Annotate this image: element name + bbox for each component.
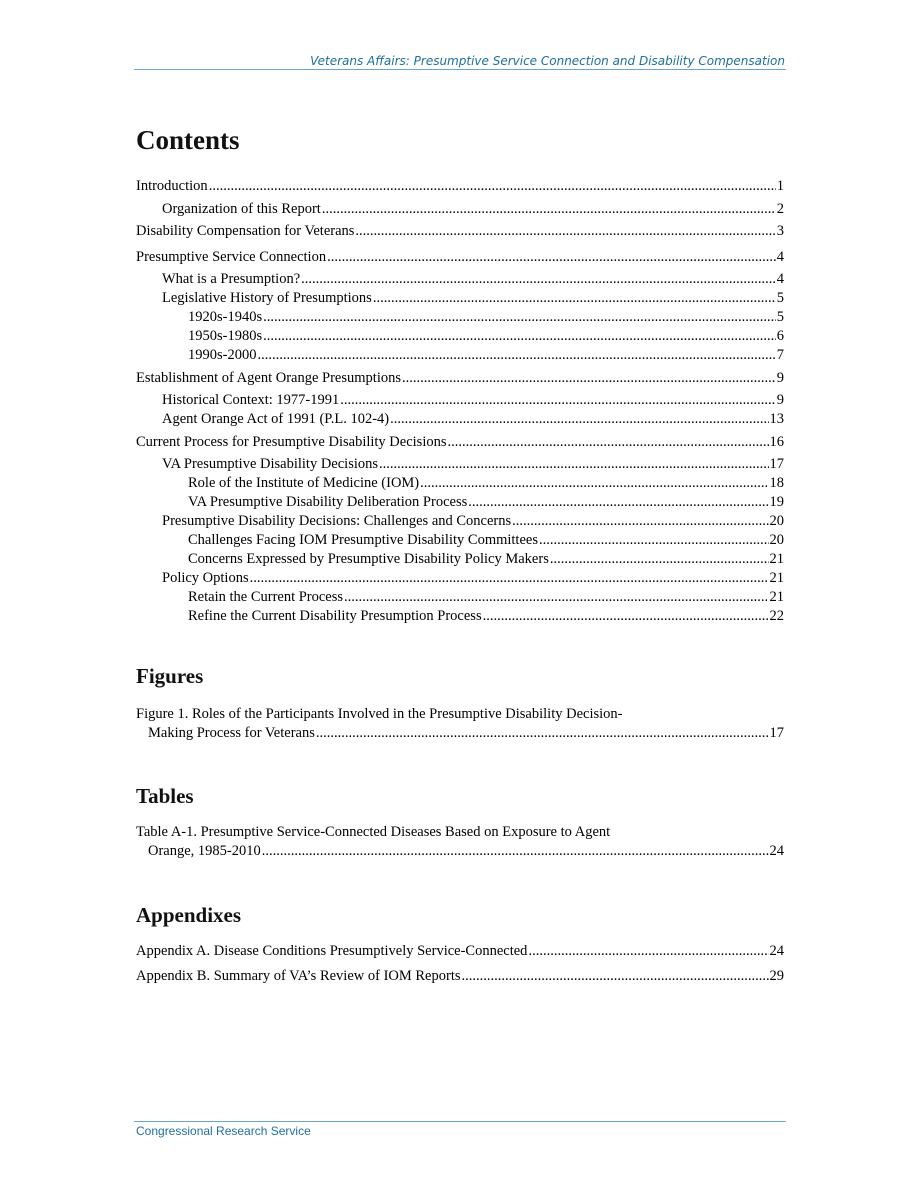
- dot-leader: [483, 607, 769, 626]
- dot-leader: [390, 410, 768, 429]
- toc-label: Appendix B. Summary of VA’s Review of IOM Reports: [136, 968, 461, 984]
- toc-page-number: 5: [776, 290, 784, 306]
- tables-title: Tables: [136, 784, 194, 808]
- toc-label: Role of the Institute of Medicine (IOM): [188, 475, 420, 491]
- toc-entry-challenges-iom[interactable]: [188, 531, 784, 550]
- figure-entry-line2: [136, 724, 784, 743]
- toc-entry-1950s-1980s[interactable]: [188, 327, 784, 346]
- dot-leader: [263, 308, 776, 327]
- toc-label: 1950s-1980s: [188, 328, 263, 344]
- dot-leader: [468, 493, 768, 512]
- toc-entry-introduction[interactable]: [136, 177, 784, 196]
- toc-page-number: 16: [769, 434, 784, 450]
- toc-entry-historical-context[interactable]: [162, 391, 784, 410]
- toc-entry-retain-process[interactable]: [188, 588, 784, 607]
- dot-leader: [420, 474, 768, 493]
- toc-page-number: 20: [769, 532, 784, 548]
- dot-leader: [263, 327, 776, 346]
- toc-page-number: 9: [776, 392, 784, 408]
- running-header: Veterans Affairs: Presumptive Service Connection and Disability Compensation: [310, 54, 785, 68]
- dot-leader: [528, 942, 768, 961]
- toc-entry-va-decisions[interactable]: [162, 455, 784, 474]
- toc-entry-deliberation-process[interactable]: [188, 493, 784, 512]
- toc-label: Policy Options: [162, 570, 249, 586]
- toc-label: Challenges Facing IOM Presumptive Disability Committees: [188, 532, 538, 548]
- table-entry-line1: Table A-1. Presumptive Service-Connected Diseases Based on Exposure to Agent: [136, 824, 611, 840]
- toc-page-number: 4: [776, 249, 784, 265]
- toc-page-number: 2: [776, 201, 784, 217]
- toc-label: Disability Compensation for Veterans: [136, 223, 355, 239]
- dot-leader: [448, 433, 769, 452]
- toc-entry-1920s-1940s[interactable]: [188, 308, 784, 327]
- toc-entry-role-of-iom[interactable]: [188, 474, 784, 493]
- toc-page-number: 21: [769, 551, 784, 567]
- toc-label: Retain the Current Process: [188, 589, 344, 605]
- dot-leader: [340, 391, 776, 410]
- toc-label: 1990s-2000: [188, 347, 257, 363]
- toc-page-number: 13: [769, 411, 784, 427]
- dot-leader: [373, 289, 776, 308]
- toc-entry-organization[interactable]: [162, 200, 784, 219]
- dot-leader: [462, 967, 769, 986]
- dot-leader: [250, 569, 769, 588]
- toc-page-number: 19: [769, 494, 784, 510]
- toc-page-number: 5: [776, 309, 784, 325]
- toc-label: Presumptive Disability Decisions: Challenges and Concerns: [162, 513, 512, 529]
- toc-page-number: 1: [776, 178, 784, 194]
- dot-leader: [262, 842, 769, 861]
- toc-entry-refine-process[interactable]: [188, 607, 784, 626]
- toc-page-number: 4: [776, 271, 784, 287]
- toc-entry-legislative-history[interactable]: [162, 289, 784, 308]
- dot-leader: [327, 248, 776, 267]
- footer-rule: [134, 1121, 786, 1122]
- dot-leader: [322, 200, 776, 219]
- dot-leader: [402, 369, 776, 388]
- figures-title: Figures: [136, 664, 204, 688]
- toc-label: Introduction: [136, 178, 208, 194]
- dot-leader: [539, 531, 769, 550]
- dot-leader: [209, 177, 776, 196]
- appendix-entry-a[interactable]: [136, 942, 784, 961]
- dot-leader: [316, 724, 769, 743]
- appendix-entry-b[interactable]: [136, 967, 784, 986]
- toc-label: VA Presumptive Disability Decisions: [162, 456, 379, 472]
- toc-page-number: 7: [776, 347, 784, 363]
- toc-entry-1990s-2000[interactable]: [188, 346, 784, 365]
- toc-page-number: 6: [776, 328, 784, 344]
- toc-page-number: 29: [769, 968, 784, 984]
- toc-page-number: 22: [769, 608, 784, 624]
- toc-label: Legislative History of Presumptions: [162, 290, 372, 306]
- dot-leader: [355, 222, 775, 241]
- figure-entry-line1: Figure 1. Roles of the Participants Involved in the Presumptive Disability Decision-: [136, 706, 623, 722]
- header-rule: [134, 69, 786, 70]
- toc-page-number: 17: [769, 725, 784, 741]
- toc-page-number: 21: [769, 570, 784, 586]
- toc-page-number: 3: [776, 223, 784, 239]
- toc-page-number: 21: [769, 589, 784, 605]
- toc-page-number: 18: [769, 475, 784, 491]
- toc-label: Orange, 1985-2010: [148, 843, 261, 859]
- toc-entry-challenges-and-concerns[interactable]: [162, 512, 784, 531]
- appendixes-title: Appendixes: [136, 903, 242, 927]
- toc-label: Organization of this Report: [162, 201, 321, 217]
- toc-entry-agent-orange-presumptions[interactable]: [136, 369, 784, 388]
- table-entry-line2: [136, 842, 784, 861]
- footer-publisher: Congressional Research Service: [136, 1124, 311, 1138]
- toc-label: What is a Presumption?: [162, 271, 301, 287]
- toc-page-number: 17: [769, 456, 784, 472]
- table-entry-a1[interactable]: [136, 823, 784, 861]
- dot-leader: [301, 270, 776, 289]
- toc-page-number: 9: [776, 370, 784, 386]
- toc-label: Presumptive Service Connection: [136, 249, 327, 265]
- toc-label: Establishment of Agent Orange Presumptions: [136, 370, 401, 386]
- toc-label: Historical Context: 1977-1991: [162, 392, 340, 408]
- toc-label: Appendix A. Disease Conditions Presumptively Service-Connected: [136, 943, 528, 959]
- toc-label: 1920s-1940s: [188, 309, 263, 325]
- toc-label: VA Presumptive Disability Deliberation Process: [188, 494, 468, 510]
- toc-label: Concerns Expressed by Presumptive Disability Policy Makers: [188, 551, 549, 567]
- toc-label: Agent Orange Act of 1991 (P.L. 102-4): [162, 411, 390, 427]
- toc-label: Making Process for Veterans: [148, 725, 315, 741]
- contents-title: Contents: [136, 125, 240, 155]
- toc-page-number: 24: [769, 843, 784, 859]
- figure-entry-1[interactable]: [136, 705, 784, 743]
- toc-entry-concerns-policy-makers[interactable]: [188, 550, 784, 569]
- toc-entry-what-is-presumption[interactable]: [162, 270, 784, 289]
- toc-entry-disability-compensation[interactable]: [136, 222, 784, 241]
- dot-leader: [344, 588, 768, 607]
- toc-entry-presumptive-service-connection[interactable]: [136, 248, 784, 267]
- toc-entry-current-process[interactable]: [136, 433, 784, 452]
- dot-leader: [550, 550, 769, 569]
- toc-entry-agent-orange-act[interactable]: [162, 410, 784, 429]
- toc-label: Current Process for Presumptive Disability Decisions: [136, 434, 447, 450]
- toc-page-number: 20: [769, 513, 784, 529]
- toc-page-number: 24: [769, 943, 784, 959]
- dot-leader: [257, 346, 775, 365]
- dot-leader: [512, 512, 768, 531]
- toc-entry-policy-options[interactable]: [162, 569, 784, 588]
- toc-label: Refine the Current Disability Presumption Process: [188, 608, 482, 624]
- dot-leader: [379, 455, 768, 474]
